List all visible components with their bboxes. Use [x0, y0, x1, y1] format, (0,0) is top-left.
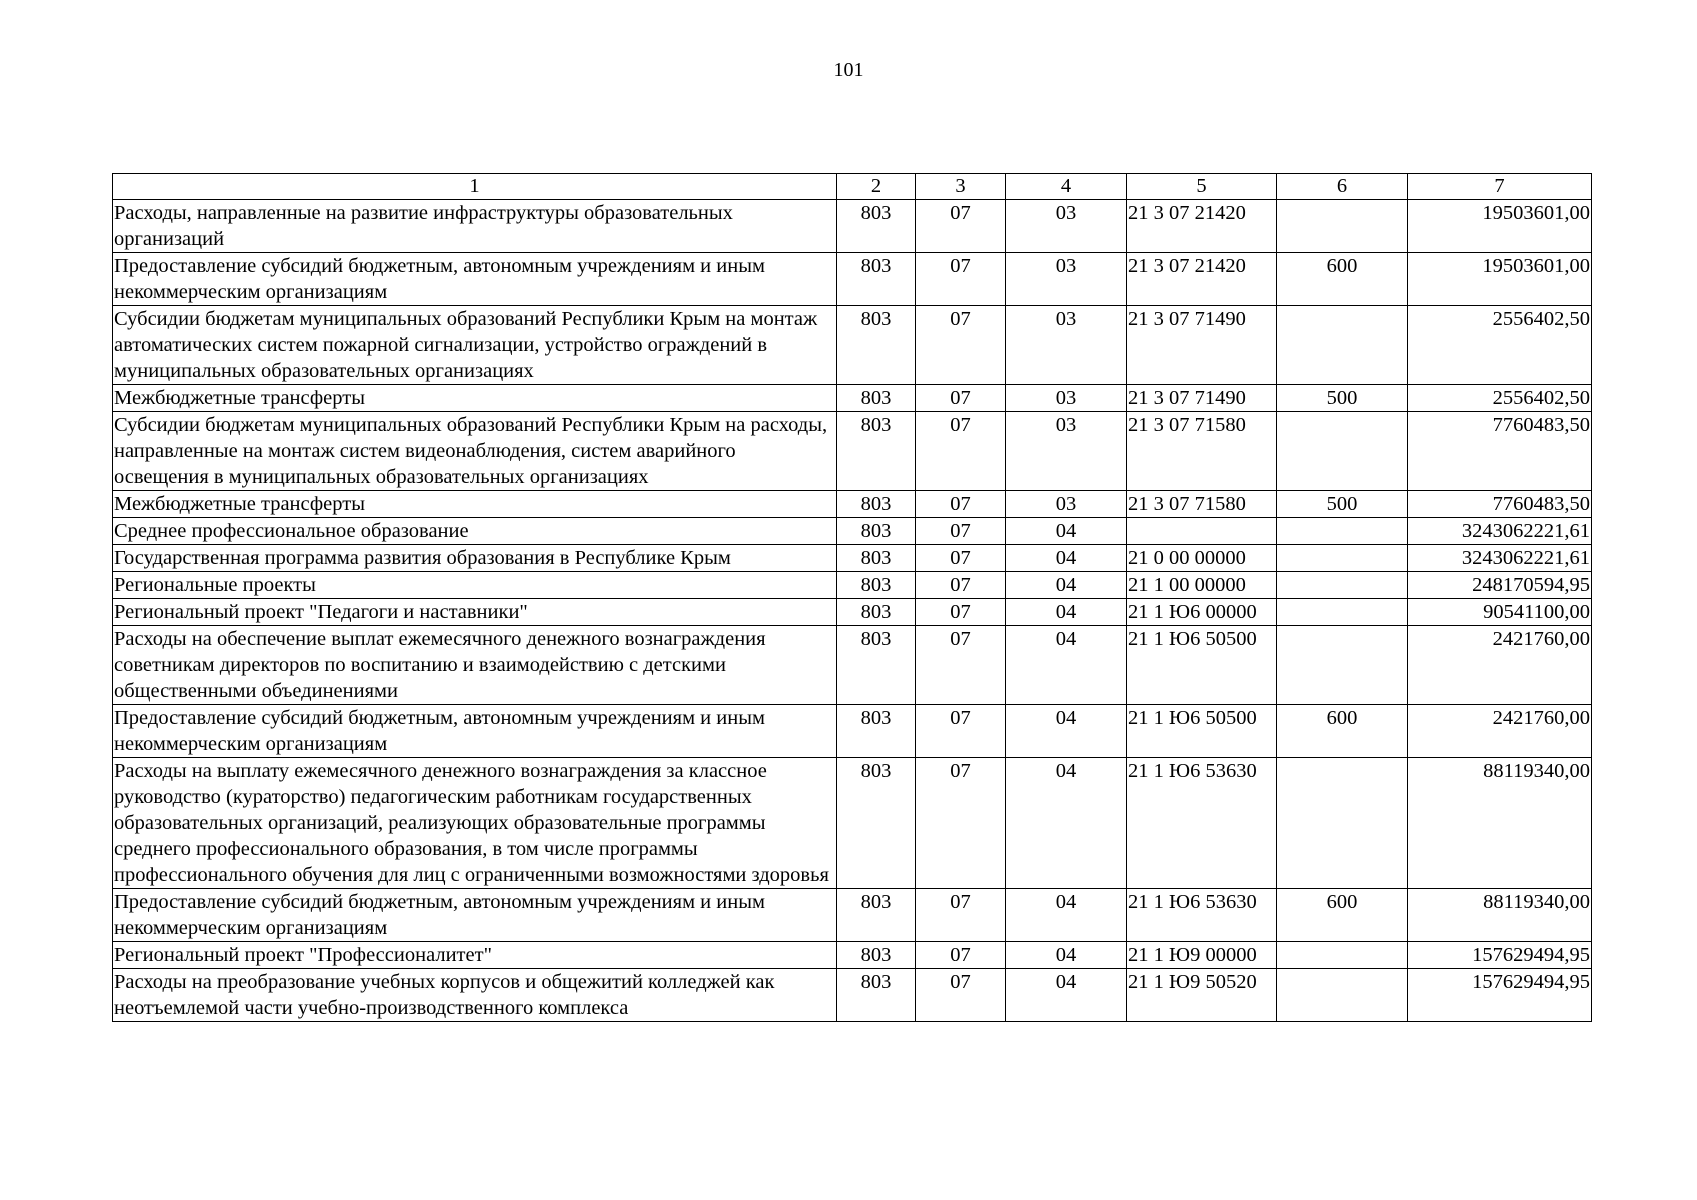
- cell-grbs: 803: [837, 545, 916, 572]
- cell-amount: 2421760,00: [1408, 626, 1592, 705]
- cell-expense-type: 500: [1277, 491, 1408, 518]
- cell-expense-type: [1277, 758, 1408, 889]
- cell-section: 07: [916, 306, 1006, 385]
- table-row: [113, 705, 1592, 758]
- cell-section: 07: [916, 491, 1006, 518]
- table-body: [113, 200, 1592, 1022]
- cell-target-article: 21 1 Ю6 50500: [1127, 626, 1277, 705]
- cell-subsection: 04: [1006, 969, 1127, 1022]
- cell-section: 07: [916, 385, 1006, 412]
- cell-subsection: 03: [1006, 412, 1127, 491]
- cell-target-article: [1127, 518, 1277, 545]
- table-row: [113, 758, 1592, 889]
- cell-target-article: 21 1 Ю9 00000: [1127, 942, 1277, 969]
- cell-section: 07: [916, 758, 1006, 889]
- cell-target-article: 21 1 Ю6 00000: [1127, 599, 1277, 626]
- cell-grbs: 803: [837, 306, 916, 385]
- cell-subsection: 04: [1006, 545, 1127, 572]
- cell-grbs: 803: [837, 626, 916, 705]
- table-row: [113, 545, 1592, 572]
- cell-grbs: 803: [837, 572, 916, 599]
- cell-section: 07: [916, 942, 1006, 969]
- table-row: [113, 491, 1592, 518]
- cell-grbs: 803: [837, 705, 916, 758]
- cell-grbs: 803: [837, 385, 916, 412]
- header-col-5: 5: [1127, 174, 1277, 200]
- cell-name: Среднее профессиональное образование: [113, 518, 837, 545]
- cell-grbs: 803: [837, 599, 916, 626]
- cell-expense-type: [1277, 306, 1408, 385]
- cell-expense-type: [1277, 545, 1408, 572]
- cell-section: 07: [916, 889, 1006, 942]
- table-row: [113, 253, 1592, 306]
- cell-section: 07: [916, 969, 1006, 1022]
- cell-section: 07: [916, 705, 1006, 758]
- cell-target-article: 21 1 00 00000: [1127, 572, 1277, 599]
- cell-subsection: 04: [1006, 705, 1127, 758]
- table-row: [113, 306, 1592, 385]
- cell-amount: 248170594,95: [1408, 572, 1592, 599]
- cell-amount: 3243062221,61: [1408, 545, 1592, 572]
- cell-target-article: 21 3 07 71490: [1127, 385, 1277, 412]
- cell-amount: 157629494,95: [1408, 942, 1592, 969]
- cell-expense-type: [1277, 626, 1408, 705]
- cell-expense-type: [1277, 412, 1408, 491]
- cell-section: 07: [916, 626, 1006, 705]
- cell-amount: 2556402,50: [1408, 306, 1592, 385]
- cell-subsection: 03: [1006, 385, 1127, 412]
- cell-name: Расходы, направленные на развитие инфраструктуры образовательных организаций: [113, 200, 837, 253]
- cell-target-article: 21 1 Ю6 53630: [1127, 889, 1277, 942]
- header-col-3: 3: [916, 174, 1006, 200]
- cell-target-article: 21 3 07 71580: [1127, 412, 1277, 491]
- header-col-7: 7: [1408, 174, 1592, 200]
- cell-name: Межбюджетные трансферты: [113, 491, 837, 518]
- cell-name: Субсидии бюджетам муниципальных образований Республики Крым на монтаж автоматических систем пожарной сигнализации, устройство ограждений в муниципальных образовательных организациях: [113, 306, 837, 385]
- cell-section: 07: [916, 200, 1006, 253]
- cell-amount: 90541100,00: [1408, 599, 1592, 626]
- cell-expense-type: [1277, 572, 1408, 599]
- cell-amount: 88119340,00: [1408, 889, 1592, 942]
- cell-subsection: 04: [1006, 942, 1127, 969]
- cell-amount: 2556402,50: [1408, 385, 1592, 412]
- cell-subsection: 04: [1006, 758, 1127, 889]
- table-row: [113, 969, 1592, 1022]
- cell-amount: 2421760,00: [1408, 705, 1592, 758]
- cell-expense-type: 600: [1277, 253, 1408, 306]
- cell-target-article: 21 0 00 00000: [1127, 545, 1277, 572]
- cell-section: 07: [916, 518, 1006, 545]
- cell-amount: 7760483,50: [1408, 412, 1592, 491]
- cell-grbs: 803: [837, 758, 916, 889]
- cell-subsection: 04: [1006, 518, 1127, 545]
- cell-name: Региональные проекты: [113, 572, 837, 599]
- cell-target-article: 21 1 Ю6 50500: [1127, 705, 1277, 758]
- table-row: [113, 412, 1592, 491]
- cell-section: 07: [916, 545, 1006, 572]
- cell-subsection: 03: [1006, 491, 1127, 518]
- cell-expense-type: [1277, 518, 1408, 545]
- cell-subsection: 03: [1006, 306, 1127, 385]
- cell-grbs: 803: [837, 889, 916, 942]
- cell-expense-type: 600: [1277, 705, 1408, 758]
- cell-subsection: 04: [1006, 572, 1127, 599]
- cell-name: Региональный проект "Педагоги и наставники": [113, 599, 837, 626]
- cell-section: 07: [916, 412, 1006, 491]
- cell-expense-type: 600: [1277, 889, 1408, 942]
- cell-target-article: 21 3 07 21420: [1127, 253, 1277, 306]
- table-row: [113, 889, 1592, 942]
- cell-amount: 19503601,00: [1408, 200, 1592, 253]
- cell-subsection: 03: [1006, 253, 1127, 306]
- cell-subsection: 03: [1006, 200, 1127, 253]
- budget-table: [112, 173, 1592, 1022]
- header-col-1: 1: [113, 174, 837, 200]
- cell-name: Расходы на обеспечение выплат ежемесячного денежного вознаграждения советникам директоров по воспитанию и взаимодействию с детскими общественными объединениями: [113, 626, 837, 705]
- cell-grbs: 803: [837, 253, 916, 306]
- cell-name: Расходы на выплату ежемесячного денежного вознаграждения за классное руководство (кураторство) педагогическим работникам государственных образовательных организаций, реализующих образовательные программы среднего профессионального образования, в том числе программы профессионального обучения для лиц с ограниченными возможностями здоровья: [113, 758, 837, 889]
- table-header-row: [113, 174, 1592, 200]
- table-row: [113, 518, 1592, 545]
- cell-grbs: 803: [837, 200, 916, 253]
- cell-name: Расходы на преобразование учебных корпусов и общежитий колледжей как неотъемлемой части учебно-производственного комплекса: [113, 969, 837, 1022]
- cell-grbs: 803: [837, 969, 916, 1022]
- cell-grbs: 803: [837, 491, 916, 518]
- cell-target-article: 21 3 07 71490: [1127, 306, 1277, 385]
- table-row: [113, 626, 1592, 705]
- cell-target-article: 21 1 Ю6 53630: [1127, 758, 1277, 889]
- cell-section: 07: [916, 253, 1006, 306]
- cell-expense-type: [1277, 200, 1408, 253]
- cell-name: Предоставление субсидий бюджетным, автономным учреждениям и иным некоммерческим организациям: [113, 253, 837, 306]
- cell-name: Предоставление субсидий бюджетным, автономным учреждениям и иным некоммерческим организациям: [113, 889, 837, 942]
- cell-target-article: 21 3 07 21420: [1127, 200, 1277, 253]
- cell-name: Предоставление субсидий бюджетным, автономным учреждениям и иным некоммерческим организациям: [113, 705, 837, 758]
- cell-subsection: 04: [1006, 599, 1127, 626]
- cell-expense-type: [1277, 942, 1408, 969]
- header-col-2: 2: [837, 174, 916, 200]
- cell-subsection: 04: [1006, 889, 1127, 942]
- cell-target-article: 21 3 07 71580: [1127, 491, 1277, 518]
- header-col-6: 6: [1277, 174, 1408, 200]
- cell-amount: 3243062221,61: [1408, 518, 1592, 545]
- cell-amount: 19503601,00: [1408, 253, 1592, 306]
- cell-expense-type: [1277, 969, 1408, 1022]
- cell-section: 07: [916, 572, 1006, 599]
- table-row: [113, 599, 1592, 626]
- cell-grbs: 803: [837, 942, 916, 969]
- cell-subsection: 04: [1006, 626, 1127, 705]
- cell-name: Субсидии бюджетам муниципальных образований Республики Крым на расходы, направленные на монтаж систем видеонаблюдения, систем аварийного освещения в муниципальных образовательных организациях: [113, 412, 837, 491]
- table-row: [113, 942, 1592, 969]
- cell-target-article: 21 1 Ю9 50520: [1127, 969, 1277, 1022]
- table-row: [113, 572, 1592, 599]
- table-row: [113, 200, 1592, 253]
- cell-amount: 7760483,50: [1408, 491, 1592, 518]
- cell-expense-type: [1277, 599, 1408, 626]
- cell-grbs: 803: [837, 412, 916, 491]
- header-col-4: 4: [1006, 174, 1127, 200]
- cell-expense-type: 500: [1277, 385, 1408, 412]
- cell-name: Региональный проект "Профессионалитет": [113, 942, 837, 969]
- page-number: 101: [833, 59, 864, 81]
- cell-amount: 88119340,00: [1408, 758, 1592, 889]
- cell-name: Межбюджетные трансферты: [113, 385, 837, 412]
- cell-grbs: 803: [837, 518, 916, 545]
- cell-section: 07: [916, 599, 1006, 626]
- cell-name: Государственная программа развития образования в Республике Крым: [113, 545, 837, 572]
- cell-amount: 157629494,95: [1408, 969, 1592, 1022]
- table-row: [113, 385, 1592, 412]
